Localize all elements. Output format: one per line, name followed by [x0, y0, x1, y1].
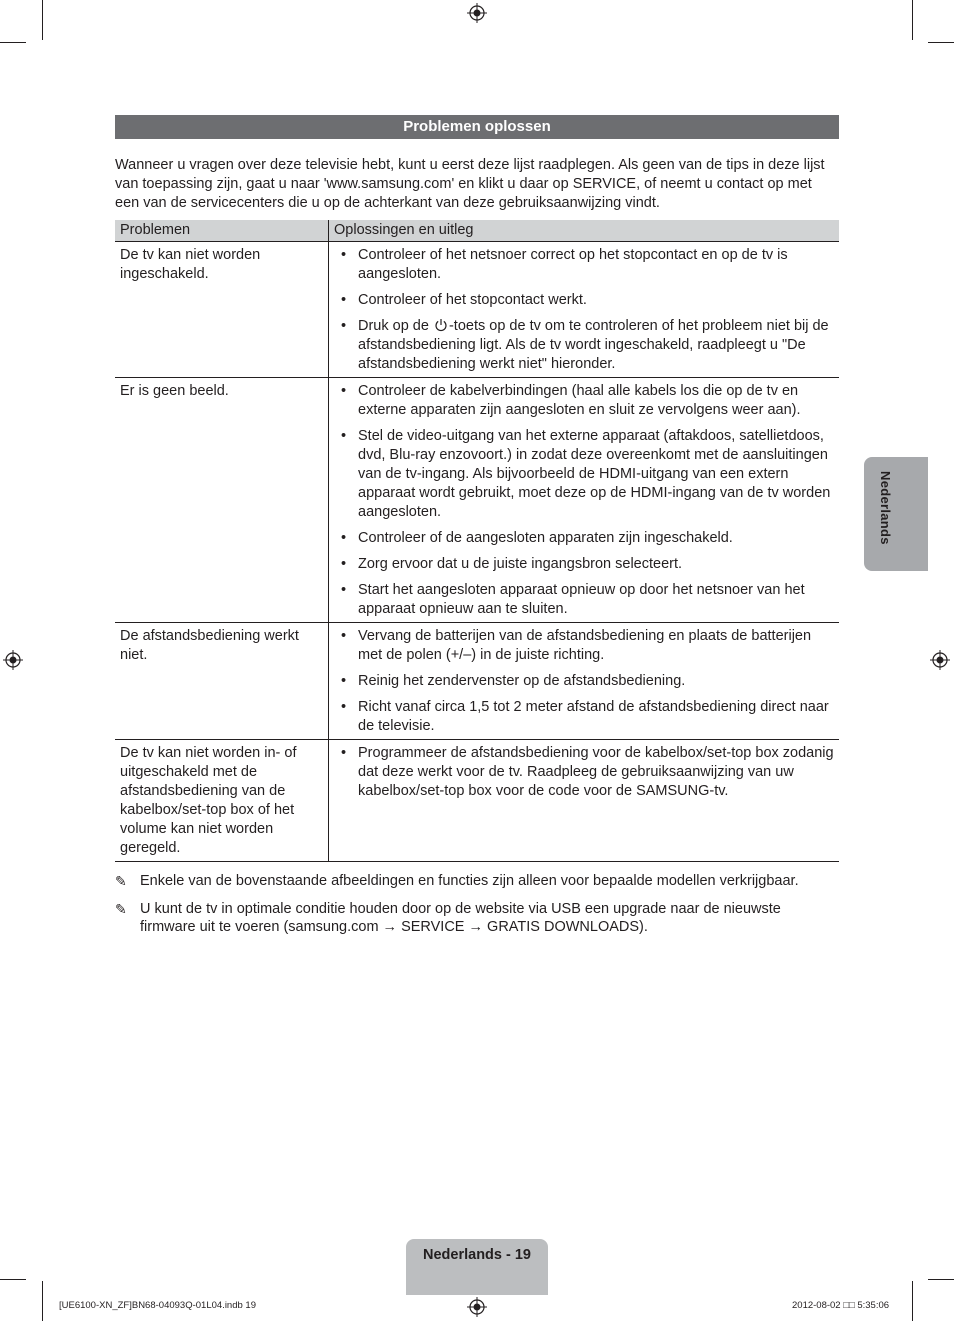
solution-text-after: -toets op de tv om te controleren of het probleem niet bij de afstandsbediening ligt. Als de tv wordt ingeschakeld, raadpleegt u "De afstandsbediening werkt niet" hieronder.: [358, 318, 829, 372]
table-row: [115, 242, 839, 378]
solution-item: • Start het aangesloten apparaat opnieuw op door het netsnoer van het apparaat opnieuw aan te sluiten.: [334, 581, 834, 619]
crop-mark: [0, 42, 26, 43]
note-text: Enkele van de bovenstaande afbeeldingen en functies zijn alleen voor bepaalde modellen verkrijgbaar.: [140, 873, 799, 889]
solution-item: • Programmeer de afstandsbediening voor de kabelbox/set-top box zodanig dat deze werkt voor de tv. Raadpleeg de gebruiksaanwijzing van uw kabelbox/set-top box voor de code voor de SAMSUNG-tv.: [334, 744, 834, 801]
troubleshooting-table: [115, 220, 839, 862]
registration-mark-icon: [467, 3, 487, 23]
solution-item: • Stel de video-uitgang van het externe apparaat (aftakdoos, satellietdoos, dvd, Blu-ray enzovoort.) in zodat deze overeenkomt met de aansluitingen van de tv-ingang. Als bijvoorbeeld de HDMI-uitgang van een extern apparaat wordt gebruikt, moet deze op de HDMI-ingang van de tv worden aangesloten.: [334, 427, 834, 522]
solutions-list: [334, 744, 834, 801]
note-item: [115, 900, 839, 936]
solution-item: • Controleer de kabelverbindingen (haal alle kabels los die op de tv en externe apparaten zijn aangesloten en sluit ze vervolgens weer aan).: [334, 382, 834, 420]
solution-item: • Controleer of het stopcontact werkt.: [334, 291, 834, 310]
language-side-tab: [864, 457, 928, 571]
crop-mark: [928, 42, 954, 43]
problem-cell: De tv kan niet worden ingeschakeld.: [115, 242, 329, 378]
solutions-list: [334, 382, 834, 619]
crop-mark: [42, 1281, 43, 1321]
registration-mark-icon: [3, 650, 23, 670]
solutions-list: [334, 627, 834, 736]
section-title: Problemen oplossen: [115, 115, 839, 139]
solutions-list: [334, 246, 834, 374]
intro-paragraph: Wanneer u vragen over deze televisie hebt, kunt u eerst deze lijst raadplegen. Als geen van de tips in deze lijst van toepassing zijn, gaat u naar 'www.samsung.com' en klikt u daar op SERVICE, of neemt u contact op met een van de servicecenters die u op de achterkant van deze gebruiksaanwijzing vindt.: [115, 157, 825, 211]
note-item: [115, 872, 839, 890]
table-row: [115, 740, 839, 862]
table-row: [115, 378, 839, 623]
solution-text-before: Druk op de: [358, 318, 433, 334]
solution-item: • Vervang de batterijen van de afstandsbediening en plaats de batterijen met de polen (+/–) in de juiste richting.: [334, 627, 834, 665]
problem-cell: De afstandsbediening werkt niet.: [115, 623, 329, 740]
crop-mark: [928, 1279, 954, 1280]
power-icon: [434, 318, 448, 332]
solution-item: [334, 317, 834, 374]
notes: [115, 872, 839, 946]
solution-item: • Reinig het zendervenster op de afstandsbediening.: [334, 672, 834, 691]
solutions-cell: [329, 740, 840, 862]
solution-item: • Richt vanaf circa 1,5 tot 2 meter afstand de afstandsbediening direct naar de televisie.: [334, 698, 834, 736]
solutions-cell: [329, 242, 840, 378]
column-header-problems: Problemen: [115, 220, 329, 242]
solutions-cell: [329, 378, 840, 623]
problem-cell: Er is geen beeld.: [115, 378, 329, 623]
column-header-solutions: Oplossingen en uitleg: [329, 220, 840, 242]
solution-item: • Controleer of het netsnoer correct op het stopcontact en op de tv is aangesloten.: [334, 246, 834, 284]
problem-cell: De tv kan niet worden in- of uitgeschakeld met de afstandsbediening van de kabelbox/set-top box of het volume kan niet worden geregeld.: [115, 740, 329, 862]
registration-mark-icon: [467, 1297, 487, 1317]
crop-mark: [912, 1281, 913, 1321]
page-label: Nederlands - 19: [423, 1247, 531, 1263]
note-text: U kunt de tv in optimale conditie houden door op de website via USB een upgrade naar de nieuwste firmware uit te voeren (samsung.com → SERVICE → GRATIS DOWNLOADS).: [140, 901, 781, 935]
crop-mark: [42, 0, 43, 40]
language-side-tab-label: Nederlands: [878, 471, 893, 545]
registration-mark-icon: [930, 650, 950, 670]
footer-file-info: [UE6100-XN_ZF]BN68-04093Q-01L04.indb 19: [59, 1300, 256, 1311]
table-header-row: [115, 220, 839, 242]
solution-item: • Controleer of de aangesloten apparaten zijn ingeschakeld.: [334, 529, 834, 548]
note-pencil-icon: ✎: [115, 901, 127, 917]
note-pencil-icon: ✎: [115, 873, 127, 889]
table-row: [115, 623, 839, 740]
footer-timestamp: 2012-08-02 □□ 5:35:06: [792, 1300, 890, 1311]
page-number-tab: [406, 1239, 548, 1295]
solution-item: • Zorg ervoor dat u de juiste ingangsbron selecteert.: [334, 555, 834, 574]
solutions-cell: [329, 623, 840, 740]
crop-mark: [0, 1279, 26, 1280]
crop-mark: [912, 0, 913, 40]
